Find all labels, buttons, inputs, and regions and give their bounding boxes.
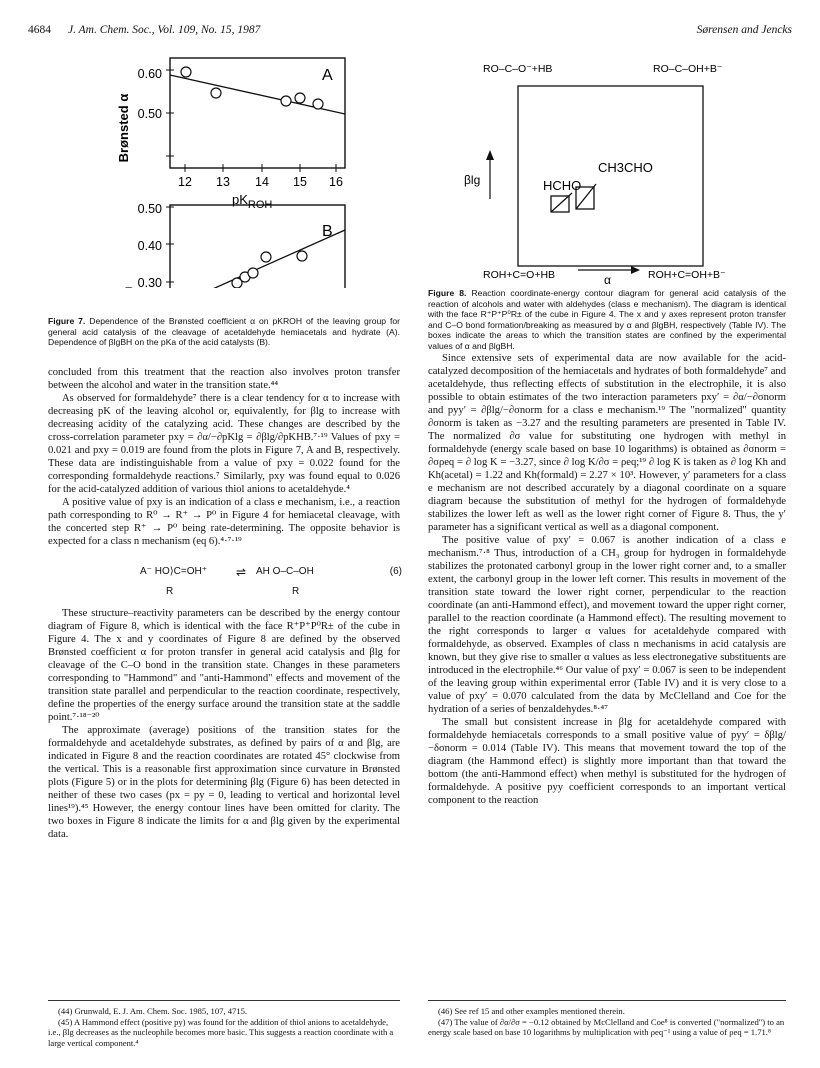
- corner-top-right: RO–C–OH+B⁻: [653, 63, 723, 75]
- panel-a: [116, 58, 345, 211]
- panel-a-xtick: 16: [329, 175, 343, 189]
- corner-bottom-right: ROH+C=OH+B⁻: [648, 269, 726, 281]
- paragraph: As observed for formaldehyde⁷ there is a clear tendency for α to increase with decreasing pK of the leaving alcohol or, equivalently, for βlg to increase with decreasing acidity of the catalyzing acid. These changes are described by the cross-correlation parameter pxy = ∂α/−∂pKlg = ∂βlg/∂pKHB.⁷·¹⁹ Values of pxy = 0.021 and pxy = 0.019 are found from the plots in Figure 7, A and B, respectively. These data are indistinguishable from a value of pxy = 0.022 found for the corresponding formaldehyde reactions.⁷ Similarly, pxy was found equal to 0.026 for the acid-catalyzed addition of various thiol anions to acetaldehyde.⁴: [48, 393, 400, 495]
- panel-b-ylabel: [116, 287, 134, 288]
- panel-a-xtick: 13: [216, 175, 230, 189]
- footnotes-right: [428, 1006, 786, 1038]
- figure-8: [428, 44, 788, 284]
- data-point: [181, 67, 191, 77]
- diagram-square: [518, 86, 703, 266]
- panel-a-xlabel: $pK_{ROH}$: [232, 192, 273, 211]
- data-point: [295, 93, 305, 103]
- footnote: (47) The value of ∂α/∂σ = −0.12 obtained by McClelland and Coe⁸ is converted ("normalized") to an energy scale based on base 10 logarithms by multiplication with ρeq⁻¹ using a value of ρeq = 1.71.⁸: [428, 1016, 785, 1038]
- eq-sub-left: R: [166, 586, 174, 597]
- data-point: [313, 99, 323, 109]
- panel-a-ylabel: Brønsted α: [116, 93, 131, 163]
- panel-b: [116, 202, 345, 288]
- running-authors: Sørensen and Jencks: [696, 24, 792, 36]
- label-ch3cho: CH3CHO: [598, 160, 653, 175]
- panel-b-fit-line: [170, 230, 345, 288]
- footnotes-left: [48, 1006, 400, 1048]
- data-point: [261, 252, 271, 262]
- panel-a-xtick: 14: [255, 175, 269, 189]
- paragraph: A positive value of pxy is an indication of a class e mechanism, i.e., a reaction path corresponding to R⁰ → R⁺ → P⁰ in Figure 4 for hemiacetal cleavage, with the concerted step R⁺ → P⁰ being rate-determining. The opposite behavior is expected for a class n mechanism (eq 6).⁴·⁷·¹⁹: [48, 497, 400, 547]
- right-column: [428, 352, 786, 807]
- paragraph: Since extensive sets of experimental data are now available for the acid-catalyzed decomposition of the hemiacetals and hydrates of both formaldehyde⁷ and acetaldehyde, thus reflecting effects of substitution in the electrophile, it is also possible to obtain estimates of the two interaction parameters pxy′ = ∂α/−∂σnorm and pyy′ = ∂βlg/−∂σnorm for a class e mechanism.¹⁹ The "normalized" quantity ∂σnorm is taken as −3.27 and the resulting parameters are presented in Table IV. The normalized ∂σ value for substituting one hydrogen with methyl in formaldehyde (energy scale based on base 10 logarithms) is obtained as ∂σnorm = ∂σρeq = ∂ log K = −3.27, since ∂ log K/∂σ = ρeq;¹⁹ ∂ log K is taken as ∂ log Kh and Kh(acetal) = 1.22 and Kh(formald) = 2.27 × 10³. However, y′ parameters for a class e mechanism are not described accurately by a diagonal coordinate on a square diagram because the substitution of methyl for the hydrogen of formaldehyde stabilizes the lower left as well as the lower right corner of Figure 8. Thus, the y′ parameter has a significant vertical as well as a diagonal component.: [428, 353, 786, 533]
- footnote: (46) See ref 15 and other examples mentioned therein.: [438, 1006, 625, 1016]
- page-number: 4684: [28, 24, 51, 36]
- panel-b-ytick: 0.50: [137, 202, 162, 216]
- panel-a-xtick: 12: [178, 175, 192, 189]
- data-point: [248, 268, 258, 278]
- paragraph: These structure–reactivity parameters can be described by the energy contour diagram of Figure 8, which is identical with the face R⁺P⁺P⁰R± of the cube in Figure 4. The x and y coordinates of Figure 8 are defined by the observed Brønsted coefficient α for proton transfer in general acid catalysis and βlg for cleavage of the C–O bond in the transition state. Changes in these parameters corresponding to "Hammond" and "anti-Hammond" effects and movement of the transition state parallel and perpendicular to the reaction coordinate, respectively, define the properties of the energy surface around the transition state at the saddle point.⁷·¹⁸⁻²⁰: [48, 608, 400, 723]
- corner-bottom-left: ROH+C=O+HB: [483, 269, 556, 281]
- paragraph: concluded from this treatment that the reaction also involves proton transfer between the alcohol and water in the transition state.⁴⁴: [48, 367, 400, 391]
- paragraph: The positive value of pxy′ = 0.067 is another indication of a class e mechanism.⁷·⁸ Thus, introduction of a CH₃ group for hydrogen in formaldehyde stabilizes the protonated carbonyl group in the lower right corner and, to a smaller extent, the carbonyl group in the lower left corner. This results in movement of the transition state toward the lower right corner, perpendicular to the reaction coordinate (an anti-Hammond effect), and movement toward the upper right corner, parallel to the reaction coordinate (a Hammond effect). The resulting movement to the right corresponds to larger α values for acetaldehyde compared with formaldehyde, as observed. Examples of class n mechanisms in acid catalysis are known, but they give rise to smaller α values as less electronegative substituents are introduced in the electrophile.⁴⁶ Our value of pxy′ = 0.067 is seen to be independent of the leaving group within experimental error (Table IV) and it is very close to a value of pxy′ = 0.070 calculated from the data by McClelland and Coe for the hydration of a series of benzaldehydes.⁸·⁴⁷: [428, 535, 786, 715]
- panel-a-ytick: 0.50: [137, 107, 162, 121]
- left-column-continued: [48, 607, 400, 841]
- figure-7: [0, 48, 400, 288]
- alpha-axis-label: α: [604, 273, 611, 284]
- eq-arrow: ⇌: [236, 565, 247, 579]
- paragraph: The small but consistent increase in βlg for acetaldehyde compared with formaldehyde hemiacetals corresponds to a small positive value of pyy′ = δβlg/−δσnorm = 0.014 (Table IV). This means that movement toward the top of the diagram (the Hammond effect) is slightly more important than that toward the bottom (the anti-Hammond effect) when methyl is substituted for the hydrogen of formaldehyde. A positive pyy coefficient corresponds to an important vertical component to the reaction: [428, 717, 786, 806]
- data-point: [297, 251, 307, 261]
- left-column: [48, 366, 400, 548]
- journal-citation: J. Am. Chem. Soc., Vol. 109, No. 15, 1987: [68, 24, 261, 36]
- figure-8-caption: Figure 8. Reaction coordinate-energy contour diagram for general acid catalysis of the reaction of alcohols and water with aldehydes (class e mechanism). The diagram is identical with the face R⁺P⁺P⁰R± of the cube in Figure 4. The x and y axes represent proton transfer and C–O bond formation/breaking as measured by α and βlgBH, respectively (Table IV). The boxes indicate the areas to which the transition states are confined by the experimental values of α and βlgBH.: [428, 288, 786, 351]
- figure-7-caption: Figure 7. Dependence of the Brønsted coefficient α on pKROH of the leaving group for general acid catalysis of the cleavage of acetaldehyde hemiacetals and hydrate (A). Dependence of βlgBH on the pKa of the acid catalysts (B).: [48, 316, 400, 348]
- footnote-rule-left: [48, 1000, 400, 1001]
- panel-b-label: B: [322, 223, 333, 240]
- eq-right: AH O–C–OH: [256, 566, 314, 577]
- transition-state-box-hcho: [551, 193, 572, 212]
- data-point: [211, 88, 221, 98]
- panel-b-ytick: 0.30: [137, 276, 162, 288]
- eq-left: A⁻ HO⟩C=OH⁺: [140, 566, 207, 577]
- panel-b-ytick: 0.40: [137, 239, 162, 253]
- corner-top-left: RO–C–O⁻+HB: [483, 63, 553, 75]
- equation-6: [140, 566, 402, 606]
- panel-a-label: A: [322, 67, 333, 84]
- eq-sub-right: R: [292, 586, 300, 597]
- footnote: (44) Grunwald, E. J. Am. Chem. Soc. 1985, 107, 4715.: [58, 1006, 248, 1016]
- footnote-rule-right: [428, 1000, 786, 1001]
- data-point: [281, 96, 291, 106]
- paragraph: The approximate (average) positions of the transition states for the formaldehyde and acetaldehyde substrates, as defined by pairs of α and βlg, are indicated in Figure 8 and the reaction coordinates are rotated 45° clockwise from the vertical. This is a reasonable first approximation since curvature in Brønsted plots (Figure 5) or in the plots for determining βlg (Figure 6) has been detected in neither of these two cases (px = py = 0, leading to vertical and horizontal level lines¹⁹).⁴⁵ However, the energy contour lines have been omitted for clarity. The two boxes in Figure 8 indicate the limits for α and βlg given by the experimental data.: [48, 725, 400, 840]
- footnote: (45) A Hammond effect (positive py) was found for the addition of thiol anions to acetaldehyde, i.e., βlg decreases as the nucleophile becomes more basic. This suggests a reaction coordinate with a large vertical component.⁴: [48, 1016, 394, 1048]
- beta-lg-axis-label: βlg: [464, 173, 481, 187]
- equation-number: (6): [389, 566, 402, 577]
- panel-a-xtick: 15: [293, 175, 307, 189]
- panel-a-ytick: 0.60: [137, 67, 162, 81]
- label-hcho: HCHO: [543, 178, 582, 193]
